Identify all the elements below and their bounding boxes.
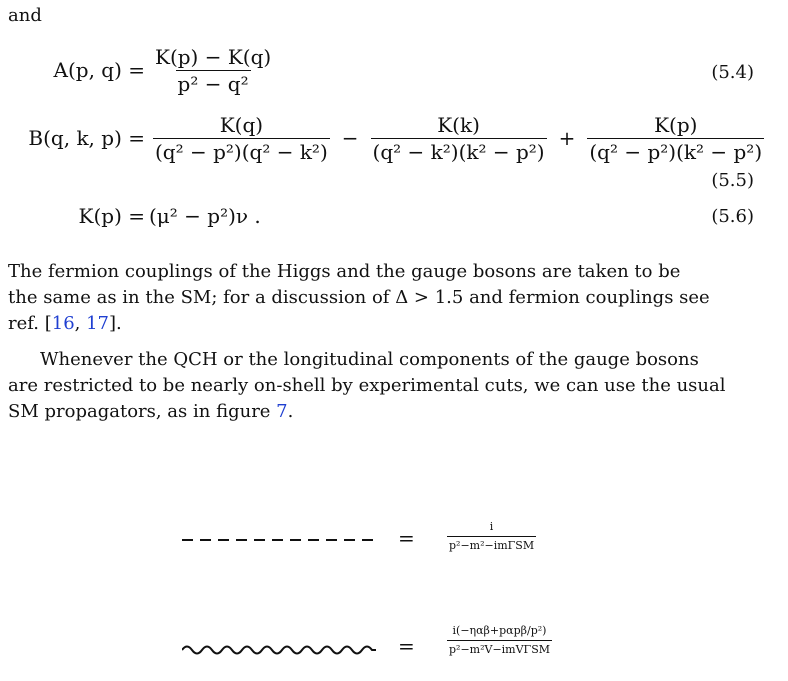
equation-rhs [147,196,261,236]
propagator-wavy [182,620,602,676]
numerator: K(p) − K(q) [155,44,272,69]
paragraph-line: are restricted to be nearly on-shell by experimental cuts, we can use the usual [8,375,726,396]
propagator-fraction [447,520,536,553]
equation-number: (5.5) [711,170,754,191]
equals-sign: = [398,526,415,550]
denominator: (q² − k²)(k² − p²) [372,139,545,164]
equation-5-5 [0,108,788,191]
denominator: p²−m²−imΓSM [447,536,536,553]
operator: − [341,126,359,150]
citation-link[interactable]: 17 [86,313,110,334]
fraction [153,46,273,95]
paragraph-line: the same as in the SM; for a discussion of Δ > 1.5 and fermion couplings see [8,287,710,308]
paragraph-line: The fermion couplings of the Higgs and the gauge bosons are taken to be [8,261,681,282]
denominator: p²−m²V−imVΓSM [447,640,552,657]
paragraph-line: Whenever the QCH or the longitudinal components of the gauge bosons [40,349,699,370]
intro-text: and [8,5,42,26]
equation-number: (5.4) [711,62,754,83]
equation-lhs: A(p, q) = [53,58,145,82]
equals-sign: = [398,634,415,658]
expression: (μ² − p²)ν . [149,204,261,228]
fraction [371,114,547,163]
equation-rhs [147,40,279,100]
numerator: K(q) [219,112,264,137]
denominator: (q² − p²)(k² − p²) [589,139,763,164]
wavy-line-icon [182,644,376,656]
equation-number: (5.6) [711,206,754,227]
paragraph-line [8,398,293,426]
denominator: (q² − p²)(q² − k²) [155,139,328,164]
propagator-fraction [447,624,552,657]
citation-link[interactable]: 16 [51,313,75,334]
propagator-dashed [182,512,602,568]
text-fragment: SM propagators, as in figure [8,401,277,422]
equation-lhs: B(q, k, p) = [28,126,145,150]
fraction [153,114,330,163]
text-fragment: ]. [109,313,122,334]
operator: + [558,126,576,150]
text-fragment: . [287,401,294,422]
numerator: K(k) [437,112,480,137]
paragraph-line [8,310,122,338]
numerator: K(p) [654,112,698,137]
fraction [587,114,764,163]
figure-link[interactable]: 7 [276,401,288,422]
equation-rhs [147,108,770,168]
text-fragment: , [74,313,87,334]
numerator: i [489,520,494,533]
text-fragment: ref. [ [8,313,52,334]
dashed-line-icon [182,534,376,546]
equation-lhs: K(p) = [78,204,145,228]
equation-5-6 [0,192,788,232]
denominator: p² − q² [177,71,249,96]
equation-5-4 [0,40,788,100]
numerator: i(−ηαβ+pαpβ/p²) [452,624,547,637]
